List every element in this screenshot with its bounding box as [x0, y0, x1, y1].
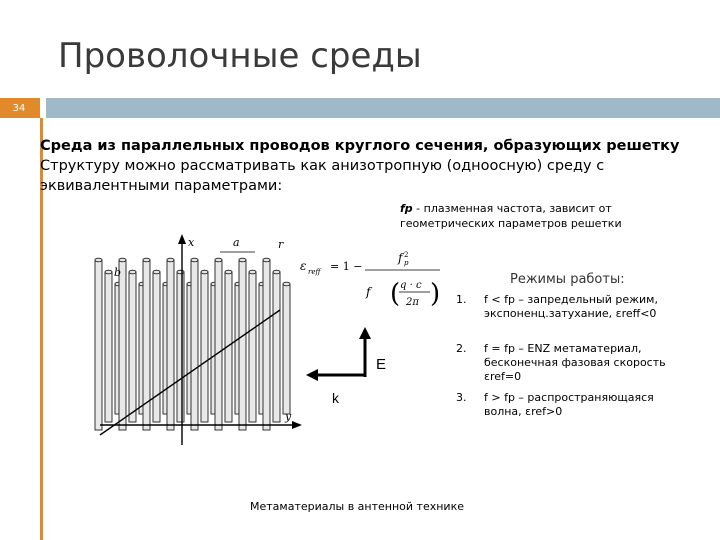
formula-num: f [398, 251, 403, 265]
wire [105, 272, 112, 422]
slide-number: 34 [12, 103, 26, 114]
y-arrowhead [292, 421, 302, 429]
wire-top [105, 270, 112, 274]
formula-den-left: f [366, 285, 371, 299]
formula-paren-left: ( [390, 279, 401, 309]
wire [273, 272, 280, 422]
e-vector-arrowhead [359, 327, 371, 339]
wire-medium-diagram [80, 230, 310, 450]
wire [201, 272, 208, 422]
mode-text: f < fp – запредельный режим, экспоненц.затухание, εreff<0 [484, 293, 658, 320]
wire-top [119, 258, 126, 262]
wire-top [129, 270, 136, 274]
dimension-a-label: a [233, 236, 240, 249]
wire-top [263, 258, 270, 262]
wire-top [177, 270, 184, 274]
wire-top [167, 258, 174, 262]
wire-top [191, 258, 198, 262]
wire-top [201, 270, 208, 274]
wire-top [95, 258, 102, 262]
fp-symbol: fp [400, 202, 413, 215]
wire-array [95, 258, 290, 430]
wire [177, 272, 184, 422]
wire-top [153, 270, 160, 274]
dimension-r-label: r [278, 238, 284, 251]
wire-top [249, 270, 256, 274]
dimension-b-label: b [114, 266, 122, 279]
top-bar [46, 98, 720, 118]
modes-heading: Режимы работы: [510, 272, 625, 287]
x-arrowhead [178, 234, 186, 244]
fp-note-text: - плазменная частота, зависит от геометрических параметров решетки [400, 202, 622, 230]
intro-line-1: Среда из параллельных проводов круглого сечения, образующих решетку [40, 138, 680, 154]
formula-eq: = 1 − [330, 260, 363, 273]
wire [263, 260, 270, 430]
formula-lhs: ε [300, 259, 307, 273]
mode-item-2 [456, 342, 696, 384]
axis-y-label: y [285, 410, 292, 423]
wire-top [143, 258, 150, 262]
permittivity-formula [300, 250, 450, 320]
mode-text: f > fp – распространяющаяся волна, εref>0 [484, 391, 654, 418]
formula-paren-right: ) [430, 279, 441, 309]
mode-item-3 [456, 391, 696, 421]
wire [129, 272, 136, 422]
intro-line-2: Структуру можно рассматривать как анизотропную (одноосную) среду с эквивалентными параметрами: [40, 158, 605, 194]
mode-item-1 [456, 293, 696, 335]
wire [215, 260, 222, 430]
mode-number: 1. [456, 293, 467, 306]
k-vector-arrowhead [306, 369, 318, 381]
formula-den-right: q · c [400, 280, 422, 291]
wire [153, 272, 160, 422]
mode-text: f = fp – ENZ метаматериал, бесконечная фазовая скорость εref=0 [484, 342, 666, 383]
wire [167, 260, 174, 430]
mode-number: 2. [456, 342, 467, 355]
fp-note [400, 201, 700, 231]
formula-lhs-sub: reff [308, 268, 321, 276]
field-vectors [300, 325, 400, 415]
wire-top [283, 282, 290, 286]
e-vector-label: E [376, 356, 387, 373]
wire [191, 260, 198, 430]
wire-top [215, 258, 222, 262]
wire-top [273, 270, 280, 274]
formula-num-sup: 2 [404, 251, 409, 259]
slide-title: Проволочные среды [58, 36, 422, 76]
formula-num-sub: p [404, 259, 409, 267]
mode-number: 3. [456, 391, 467, 404]
wire-top [225, 270, 232, 274]
wire [249, 272, 256, 422]
intro-text [40, 136, 680, 196]
wire-top [239, 258, 246, 262]
wire [283, 284, 290, 414]
wire [95, 260, 102, 430]
axis-x-label: x [188, 236, 195, 249]
footer-text: Метаматериалы в антенной технике [250, 500, 464, 513]
wire [239, 260, 246, 430]
formula-den-twopi: 2π [406, 297, 419, 308]
k-vector-label: k [332, 390, 339, 406]
wire [119, 260, 126, 430]
